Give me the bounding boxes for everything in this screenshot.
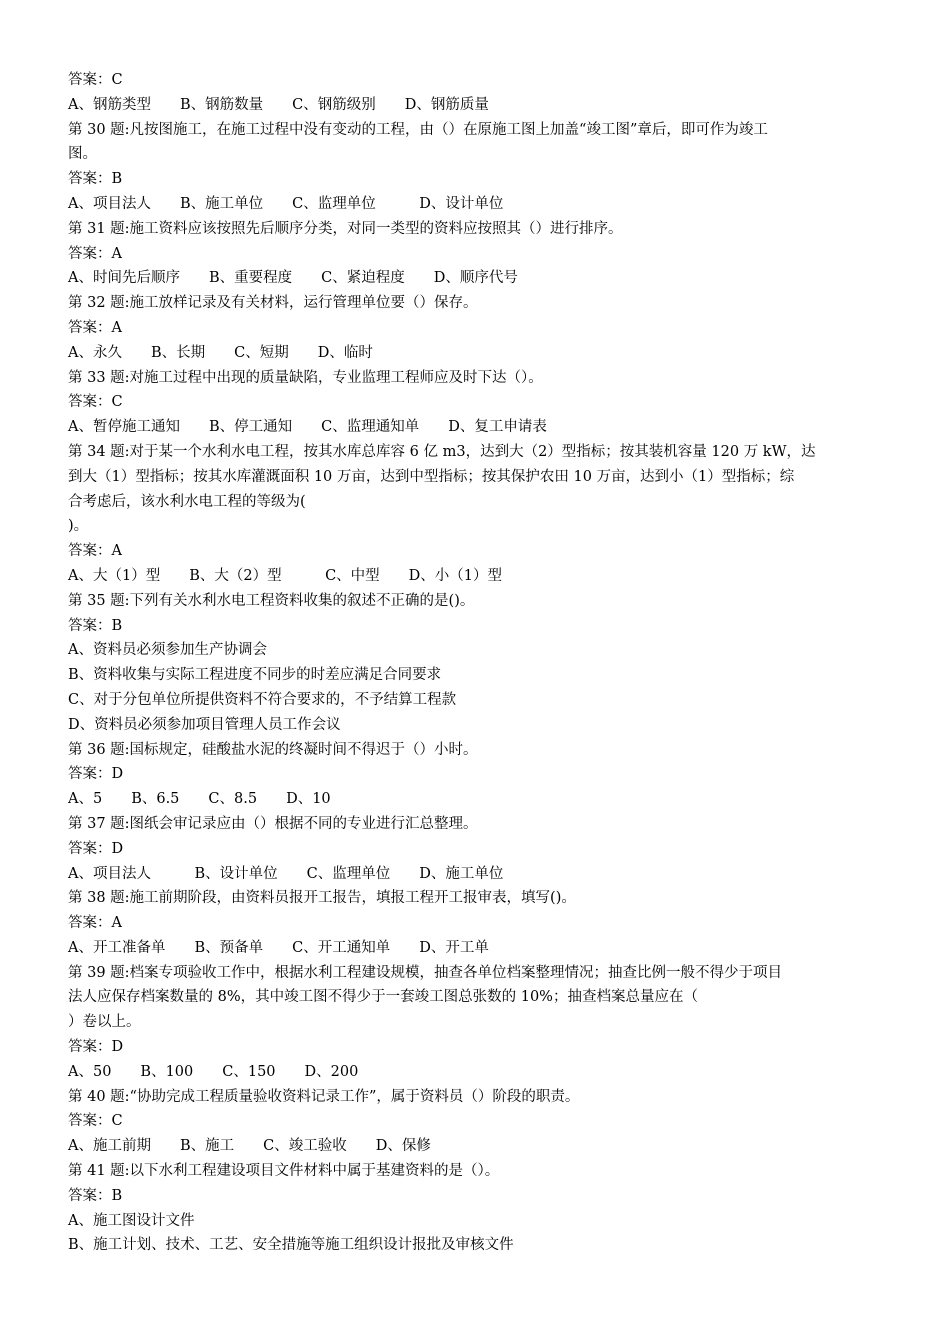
- text-line: A、50 B、100 C、150 D、200: [68, 1063, 359, 1080]
- text-line: A、5 B、6.5 C、8.5 D、10: [68, 791, 331, 808]
- text-line: ）卷以上。: [68, 1014, 141, 1031]
- text-line: A、钢筋类型 B、钢筋数量 C、钢筋级别 D、钢筋质量: [68, 96, 489, 113]
- text-line: D、资料员必须参加项目管理人员工作会议: [68, 716, 341, 733]
- text-line: A、暂停施工通知 B、停工通知 C、监理通知单 D、复工申请表: [68, 419, 547, 436]
- text-line: 答案：B: [68, 617, 123, 634]
- text-line: 第 33 题:对施工过程中出现的质量缺陷，专业监理工程师应及时下达（）。: [68, 369, 543, 386]
- text-line: 答案：A: [68, 543, 122, 560]
- text-line: 答案：D: [68, 766, 124, 783]
- text-line: 答案：B: [68, 1187, 123, 1204]
- text-line: A、开工准备单 B、预备单 C、开工通知单 D、开工单: [68, 939, 489, 956]
- text-line: 图。: [68, 146, 97, 163]
- text-line: 答案：C: [68, 72, 123, 88]
- text-line: 第 40 题:“协助完成工程质量验收资料记录工作”，属于资料员（）阶段的职责。: [68, 1088, 580, 1105]
- text-line: C、对于分包单位所提供资料不符合要求的，不予结算工程款: [68, 691, 457, 708]
- text-line: 第 35 题:下列有关水利水电工程资料收集的叙述不正确的是()。: [68, 592, 475, 609]
- text-line: )。: [68, 518, 89, 535]
- text-line: 到大（1）型指标；按其水库灌溉面积 10 万亩，达到中型指标；按其保护农田 10 万亩，达到小（1）型指标；综: [68, 468, 795, 485]
- text-line: A、永久 B、长期 C、短期 D、临时: [68, 344, 373, 361]
- text-line: 第 37 题:图纸会审记录应由（）根据不同的专业进行汇总整理。: [68, 815, 478, 832]
- text-line: 第 38 题:施工前期阶段，由资料员报开工报告，填报工程开工报审表，填写()。: [68, 890, 576, 907]
- text-line: 答案：A: [68, 319, 122, 336]
- text-line: A、大（1）型 B、大（2）型 C、中型 D、小（1）型: [68, 567, 503, 584]
- text-line: 第 31 题:施工资料应该按照先后顺序分类，对同一类型的资料应按照其（）进行排序。: [68, 220, 623, 237]
- text-line: 法人应保存档案数量的 8%，其中竣工图不得少于一套竣工图总张数的 10%；抽查档案总量应在（: [68, 989, 698, 1006]
- text-line: 第 32 题:施工放样记录及有关材料，运行管理单位要（）保存。: [68, 295, 478, 312]
- text-line: 第 39 题:档案专项验收工作中，根据水利工程建设规模，抽查各单位档案整理情况；抽查比例一般不得少于项目: [68, 964, 783, 981]
- text-line: A、施工前期 B、施工 C、竣工验收 D、保修: [68, 1138, 431, 1155]
- text-line: A、时间先后顺序 B、重要程度 C、紧迫程度 D、顺序代号: [68, 270, 518, 287]
- text-line: 第 41 题:以下水利工程建设项目文件材料中属于基建资料的是（）。: [68, 1163, 500, 1180]
- text-line: 第 36 题:国标规定，硅酸盐水泥的终凝时间不得迟于（）小时。: [68, 741, 478, 758]
- text-line: 合考虑后，该水利水电工程的等级为(: [68, 493, 306, 510]
- text-line: 答案：A: [68, 245, 122, 262]
- text-line: B、施工计划、技术、工艺、安全措施等施工组织设计报批及审核文件: [68, 1237, 514, 1254]
- text-line: 答案：B: [68, 171, 123, 188]
- text-line: 答案：D: [68, 1039, 124, 1056]
- text-line: 答案：A: [68, 915, 122, 932]
- text-line: A、项目法人 B、施工单位 C、监理单位 D、设计单位: [68, 195, 504, 212]
- text-line: A、项目法人 B、设计单位 C、监理单位 D、施工单位: [68, 865, 504, 882]
- document-page: [68, 68, 888, 1258]
- text-line: 答案：C: [68, 394, 123, 411]
- text-line: 答案：C: [68, 1113, 123, 1130]
- text-line: A、施工图设计文件: [68, 1212, 195, 1229]
- text-line: 答案：D: [68, 840, 124, 857]
- text-line: 第 34 题:对于某一个水利水电工程，按其水库总库容 6 亿 m3，达到大（2）型指标；按其装机容量 120 万 kW，达: [68, 443, 816, 460]
- text-line: B、资料收集与实际工程进度不同步的时差应满足合同要求: [68, 667, 442, 684]
- text-line: 第 30 题:凡按图施工，在施工过程中没有变动的工程，由（）在原施工图上加盖“竣工图”章后，即可作为竣工: [68, 121, 768, 138]
- text-line: A、资料员必须参加生产协调会: [68, 642, 267, 659]
